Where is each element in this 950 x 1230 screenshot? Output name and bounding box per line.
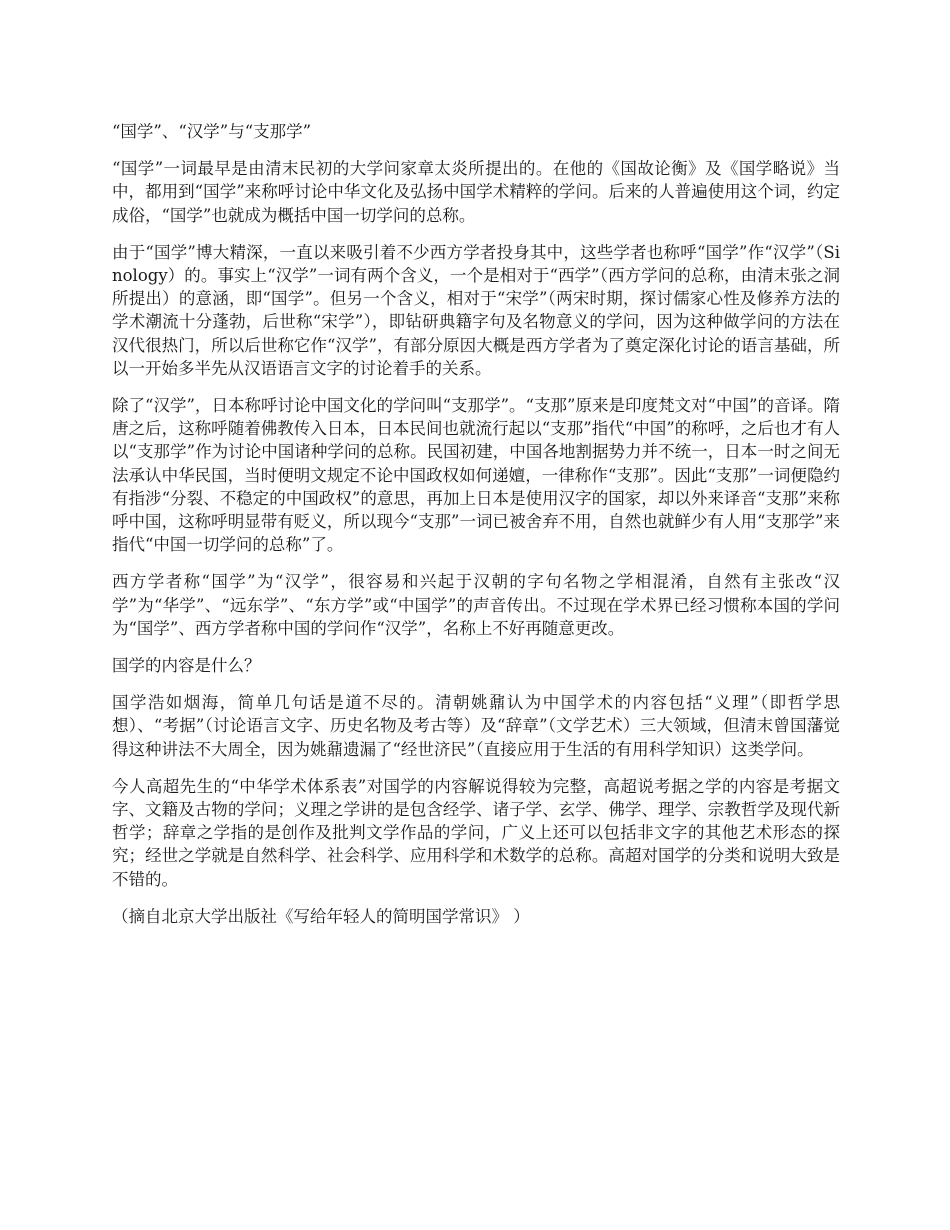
paragraph-content-scope: 国学浩如烟海，简单几句话是道不尽的。清朝姚鼐认为中国学术的内容包括“义理”（即哲学思想）、“考据”（讨论语言文字、历史名物及考古等）及“辞章”（文学艺术）三大领域，但清末曾国藩觉得这种讲法不大周全，因为姚鼐遗漏了“经世济民”（直接应用于生活的有用科学知识）这类学问。	[112, 693, 840, 759]
paragraph-hanxue-meaning: 由于“国学”博大精深，一直以来吸引着不少西方学者投身其中，这些学者也称呼“国学”作“汉学”（Sinology）的。事实上“汉学”一词有两个含义，一个是相对于“西学”（西方学问的总称，由清末张之洞所提出）的意涵，即“国学”。但另一个含义，相对于“宋学”（两宋时期，探讨儒家心性及修养方法的学术潮流十分蓬勃，后世称“宋学”），即钻研典籍字句及名物意义的学问，因为这种做学问的方法在汉代很热门，所以后世称它作“汉学”，有部分原因大概是西方学者为了奠定深化讨论的语言基础，所以一开始多半先从汉语语言文字的讨论着手的关系。	[112, 242, 840, 378]
source-citation: （摘自北京大学出版社《写给年轻人的简明国学常识》 ）	[112, 906, 530, 926]
section-heading: 国学的内容是什么？	[112, 656, 261, 676]
paragraph-gaochao-system: 今人高超先生的“中华学术体系表”对国学的内容解说得较为完整，高超说考据之学的内容是考据文字、文籍及古物的学问；义理之学讲的是包含经学、诸子学、玄学、佛学、理学、宗教哲学及现代新哲学；辞章之学指的是创作及批判文学作品的学问，广义上还可以包括非文字的其他艺术形态的探究；经世之学就是自然科学、社会科学、应用科学和术数学的总称。高超对国学的分类和说明大致是不错的。	[112, 776, 840, 889]
document-title: “国学”、“汉学”与“支那学”	[112, 122, 312, 141]
paragraph-naming-confusion: 西方学者称“国学”为“汉学”，很容易和兴起于汉朝的字句名物之学相混淆，自然有主张改“汉学”为“华学”、“远东学”、“东方学”或“中国学”的声音传出。不过现在学术界已经习惯称本国的学问为“国学”、西方学者称中国的学问作“汉学”，名称上不好再随意更改。	[112, 572, 840, 638]
document-body	[112, 120, 840, 942]
paragraph-zhinaxue: 除了“汉学”，日本称呼讨论中国文化的学问叫“支那学”。“支那”原来是印度梵文对“中国”的音译。隋唐之后，这称呼随着佛教传入日本，日本民间也就流行起以“支那”指代“中国”的称呼，之后也才有人以“支那学”作为讨论中国诸种学问的总称。民国初建，中国各地割据势力并不统一，日本一时之间无法承认中华民国，当时便明文规定不论中国政权如何递嬗，一律称作“支那”。因此“支那”一词便隐约有指涉“分裂、不稳定的中国政权”的意思，再加上日本是使用汉字的国家，却以外来译音“支那”来称呼中国，这称呼明显带有贬义，所以现今“支那”一词已被舍弃不用，自然也就鲜少有人用“支那学”来指代“中国一切学问的总称”了。	[112, 396, 840, 555]
paragraph-guoxue-origin: “国学”一词最早是由清末民初的大学问家章太炎所提出的。在他的《国故论衡》及《国学略说》当中，都用到“国学”来称呼讨论中华文化及弘扬中国学术精粹的学问。后来的人普遍使用这个词，约定成俗，“国学”也就成为概括中国一切学问的总称。	[112, 159, 840, 225]
